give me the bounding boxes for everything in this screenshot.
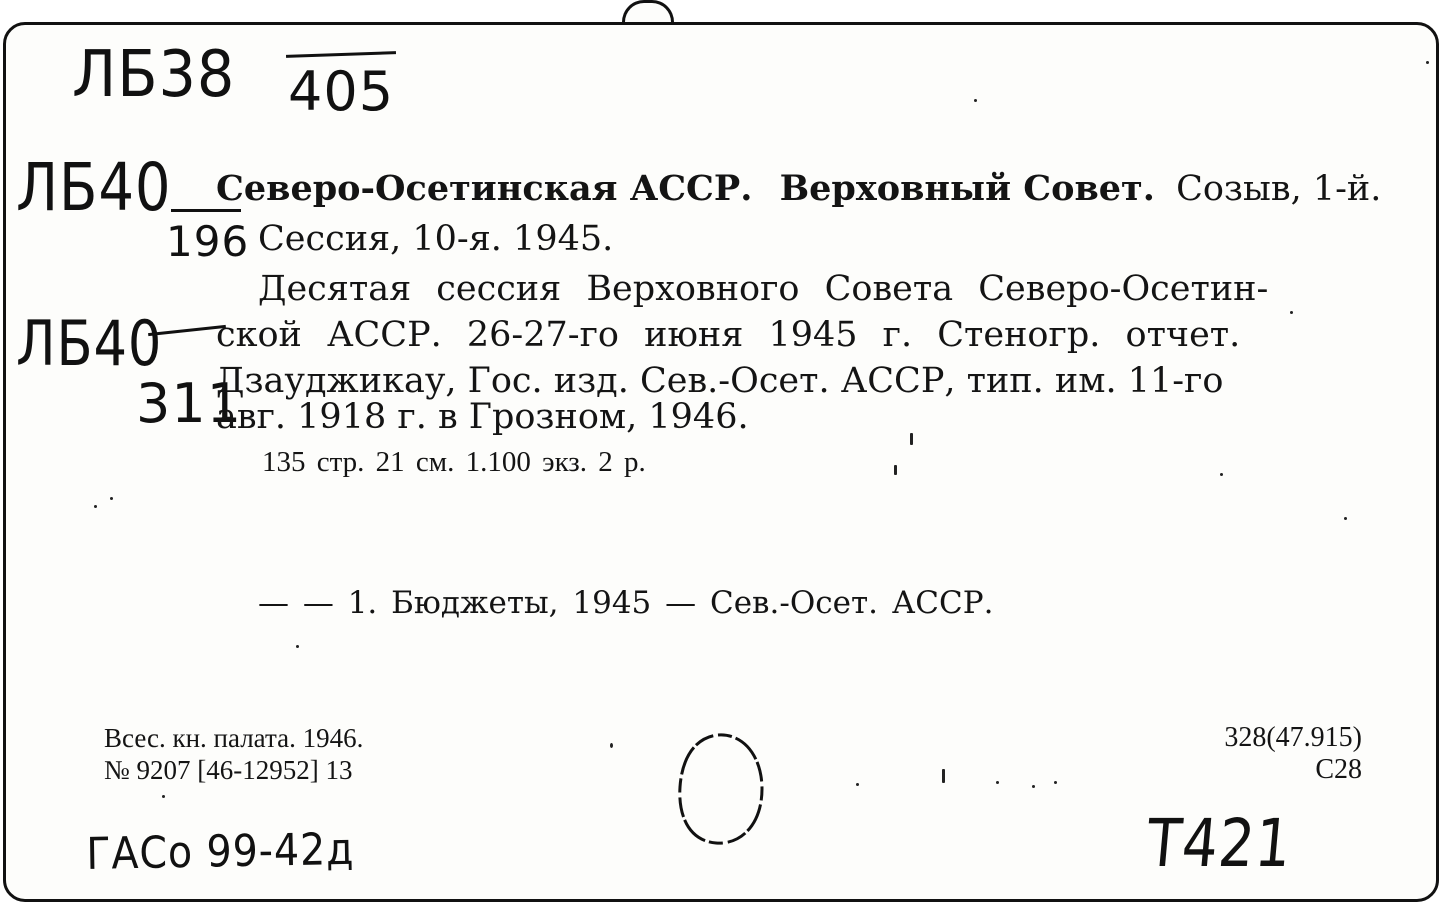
- handwritten-shelf-mark-1-number: 196: [166, 217, 250, 266]
- entry-body-line-1: Десятая сессия Верховного Совета Северо-Осетин-: [258, 269, 1269, 309]
- scan-speck: [1054, 781, 1057, 784]
- scan-speck: [110, 497, 113, 500]
- scan-speck: [1032, 785, 1035, 788]
- handwritten-bottom-right-mark: Т421: [1143, 805, 1296, 882]
- handwritten-shelf-mark-2-number: 311: [136, 372, 243, 435]
- entry-heading-convocation: Созыв, 1-й.: [1176, 169, 1382, 209]
- entry-collation: 135 стр. 21 см. 1.100 экз. 2 р.: [262, 446, 646, 478]
- scan-speck: [162, 795, 165, 798]
- scan-speck: [942, 769, 945, 783]
- scan-speck: [610, 743, 613, 748]
- handwritten-shelf-mark-1: ЛБ40: [16, 149, 172, 226]
- entry-body-line-3: Дзауджикау, Гос. изд. Сев.-Осет. АССР, тип. им. 11-го: [216, 361, 1224, 401]
- classification-line-2: С28: [1315, 754, 1362, 785]
- handwritten-archive-mark: ГАСо 99-42д: [85, 823, 355, 880]
- scan-speck: [996, 781, 999, 784]
- entry-heading-body: Верховный Совет.: [779, 168, 1155, 209]
- scan-speck: [1220, 473, 1223, 476]
- scan-speck: [974, 99, 977, 102]
- shelf-mark-top-code: ЛБ38: [72, 38, 236, 112]
- entry-body-line-4: авг. 1918 г. в Грозном, 1946.: [216, 397, 749, 437]
- handwritten-shelf-mark-top: [72, 38, 236, 112]
- shelf-mark-top-overline: [286, 51, 396, 58]
- classification-line-1: 328(47.915): [1224, 722, 1362, 753]
- card-hole-tab: [622, 0, 674, 22]
- scan-speck: [910, 433, 913, 445]
- punch-hole-circle: [670, 731, 770, 851]
- scan-speck: [296, 645, 299, 648]
- scan-speck: [94, 505, 97, 508]
- entry-heading-corporate-author: Северо-Осетинская АССР.: [216, 168, 753, 209]
- shelf-mark-1-underline: [171, 209, 241, 212]
- scan-speck: [894, 465, 897, 475]
- entry-body-line-2: ской АССР. 26-27-го июня 1945 г. Стеногр. отчет.: [216, 315, 1241, 355]
- scan-speck: [1290, 311, 1293, 314]
- scan-speck: [1344, 517, 1347, 520]
- entry-heading-line1: [216, 169, 1381, 209]
- handwritten-shelf-mark-2: ЛБ40: [16, 307, 163, 380]
- catalog-card: [3, 22, 1439, 902]
- scan-speck: [1426, 61, 1429, 64]
- publisher-line-2: № 9207 [46-12952] 13: [104, 755, 353, 785]
- entry-heading-line2: Сессия, 10-я. 1945.: [258, 219, 614, 259]
- scan-speck: [856, 783, 859, 786]
- handwritten-shelf-mark-top-number: 405: [288, 60, 395, 123]
- publisher-line-1: Всес. кн. палата. 1946.: [104, 723, 364, 753]
- subject-entry: — — 1. Бюджеты, 1945 — Сев.-Осет. АССР.: [258, 585, 994, 621]
